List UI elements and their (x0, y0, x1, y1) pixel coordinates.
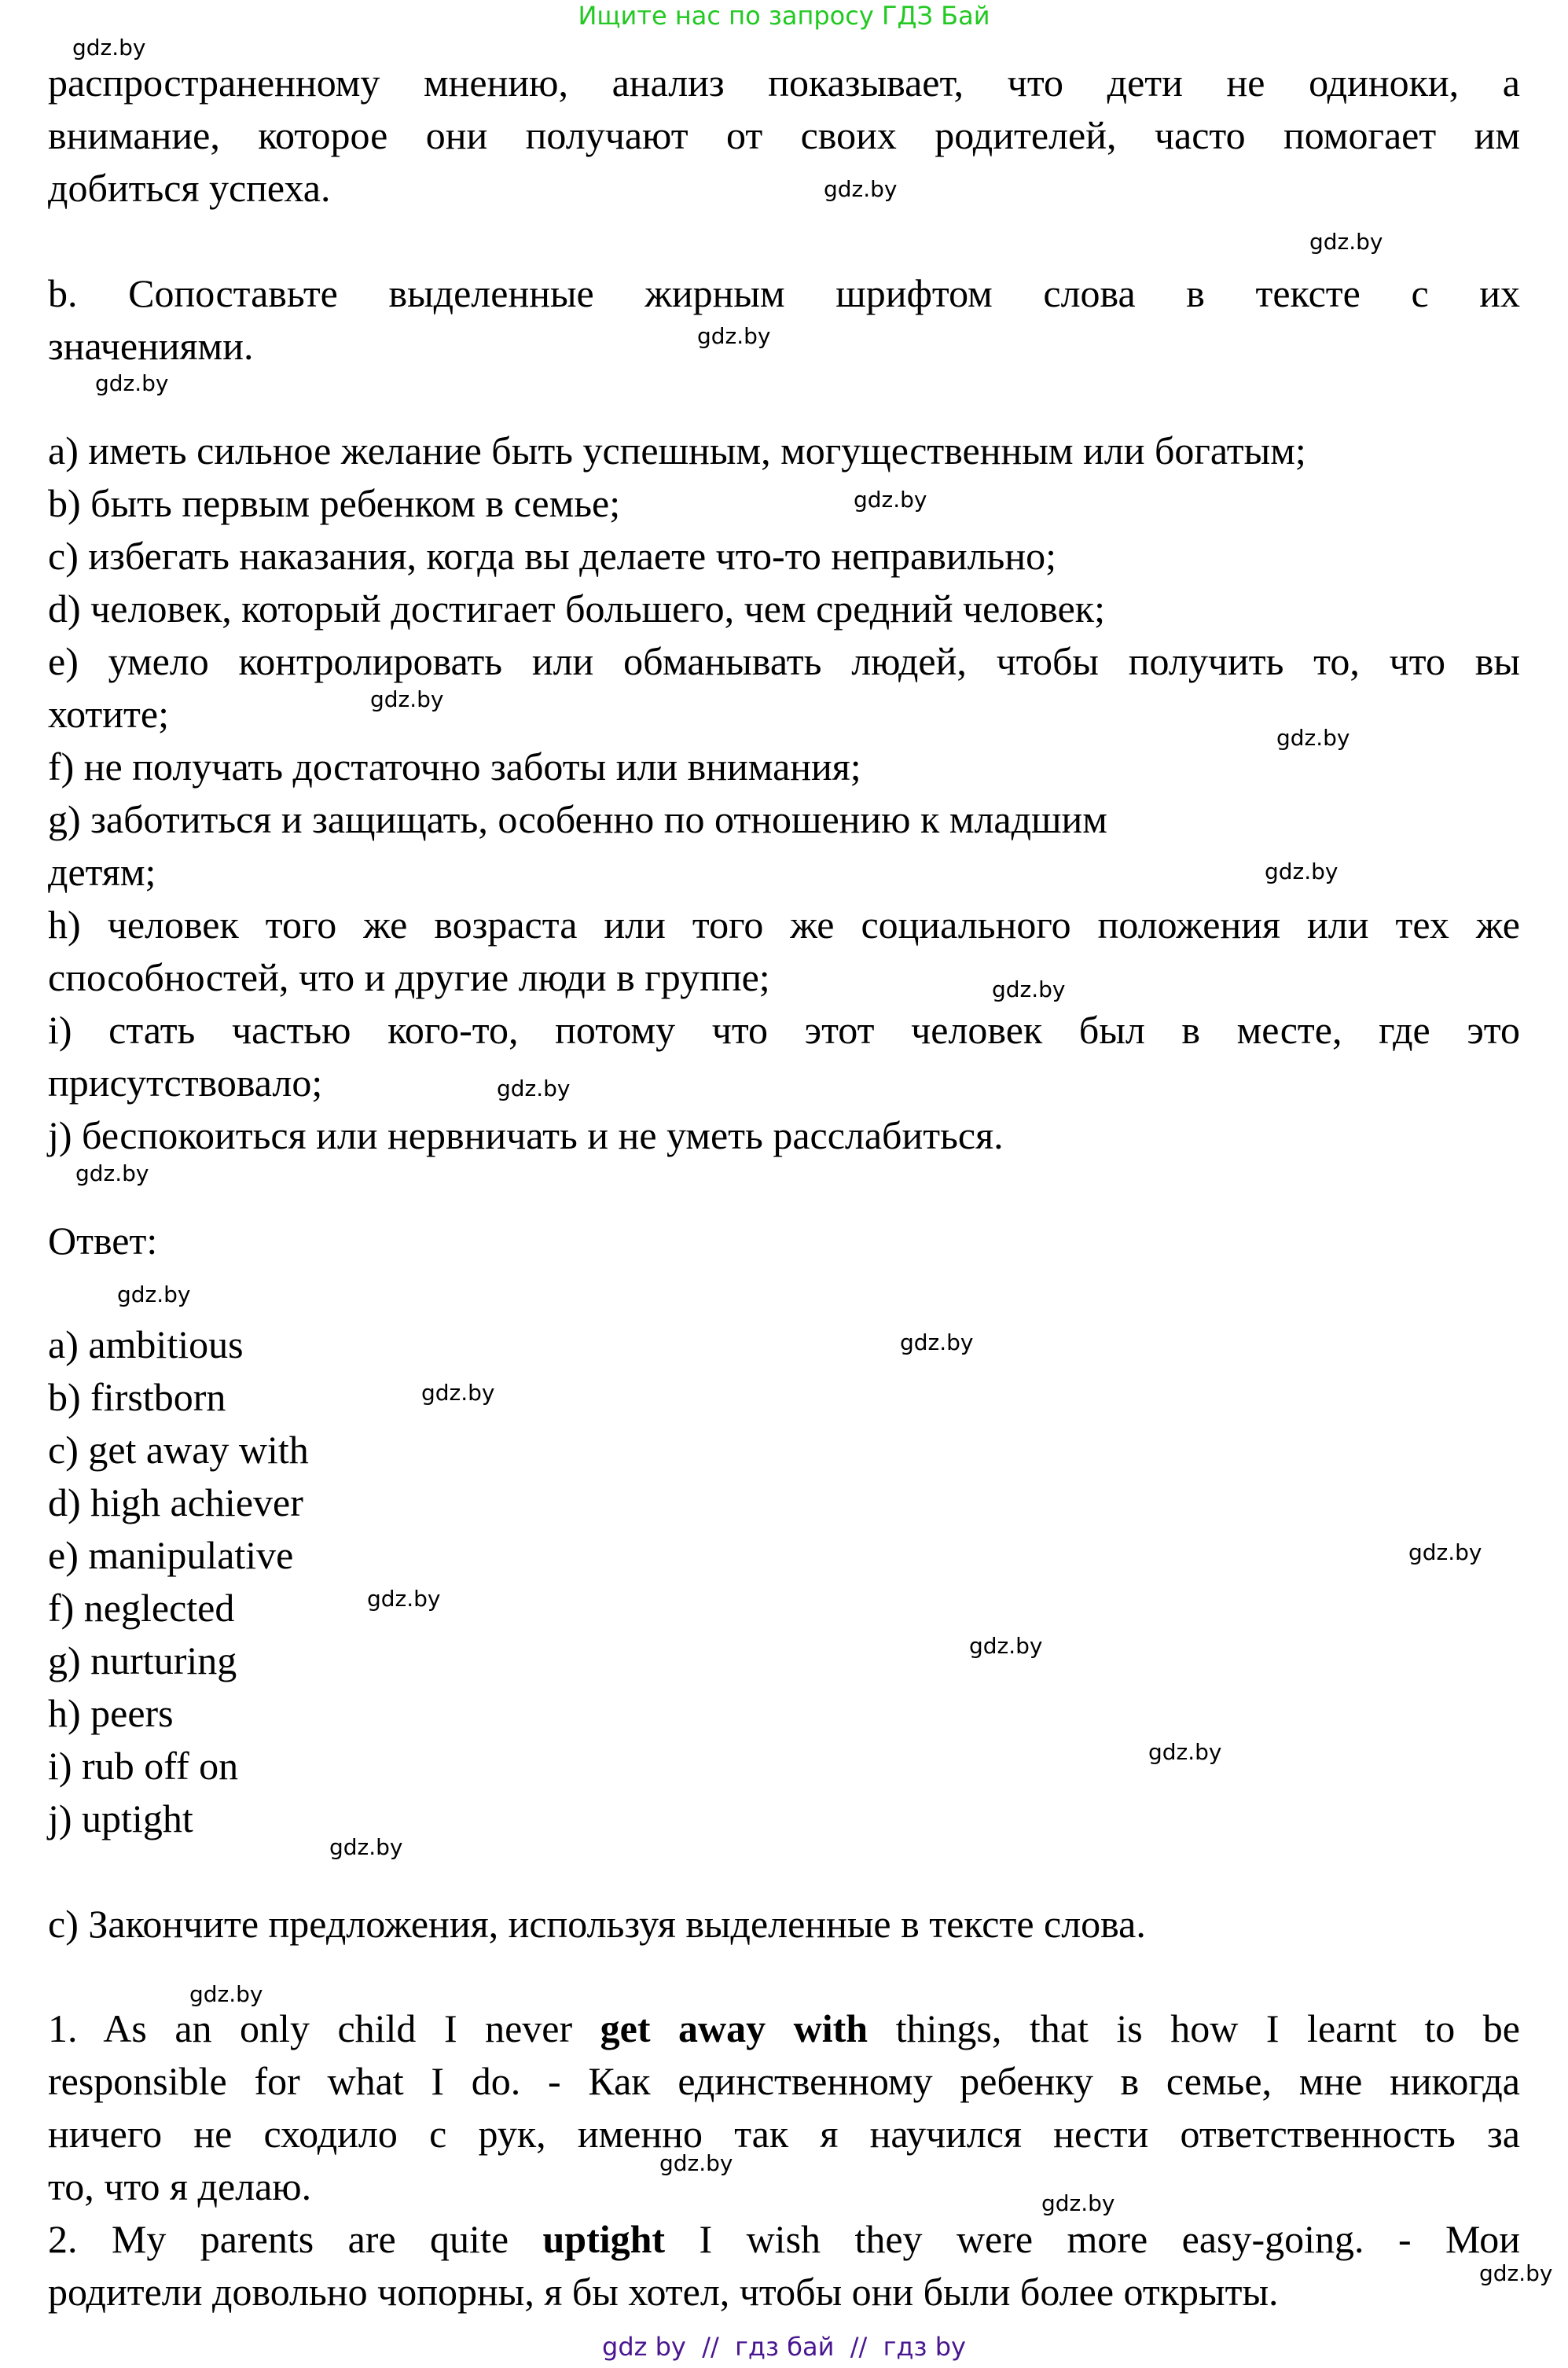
watermark: gdz.by (992, 976, 1066, 1002)
watermark: gdz.by (117, 1281, 191, 1307)
answer-item: c) get away with (48, 1428, 309, 1472)
intro-line: внимание, которое они получают от своих родителей, часто помогает им (48, 113, 1520, 157)
definition-item: g) заботиться и защищать, особенно по отношению к младшим (48, 797, 1107, 841)
intro-line: распространенному мнению, анализ показывает, что дети не одиноки, а (48, 61, 1520, 105)
definition-item: a) иметь сильное желание быть успешным, могущественным или богатым; (48, 428, 1306, 472)
watermark: gdz.by (497, 1076, 571, 1101)
task-c-instruction: c) Закончите предложения, используя выделенные в тексте слова. (48, 1902, 1146, 1946)
watermark: gdz.by (1479, 2260, 1553, 2286)
definition-item: детям; (48, 850, 156, 894)
watermark: gdz.by (854, 487, 927, 513)
watermark: gdz.by (1408, 1539, 1482, 1565)
watermark: gdz.by (72, 35, 146, 61)
definition-item: j) беспокоиться или нервничать и не уметь расслабиться. (48, 1113, 1004, 1157)
sentence-text: 2. My parents are quite (48, 2217, 543, 2261)
watermark: gdz.by (697, 323, 771, 349)
sentence-2-line (48, 2213, 1520, 2265)
sentence-1-line: responsible for what I do. - Как единственному ребенку в семье, мне никогда (48, 2059, 1520, 2103)
sentence-1-line (48, 2002, 1520, 2054)
watermark: gdz.by (1041, 2190, 1115, 2216)
answer-item: e) manipulative (48, 1533, 294, 1577)
definition-item: d) человек, который достигает большего, чем средний человек; (48, 586, 1105, 631)
watermark: gdz.by (189, 1981, 263, 2007)
answer-label: Ответ: (48, 1219, 158, 1263)
intro-line: добиться успеха. (48, 166, 331, 210)
watermark: gdz.by (329, 1834, 403, 1860)
answer-item: h) peers (48, 1691, 174, 1735)
definition-item: присутствовало; (48, 1061, 323, 1105)
definition-item: f) не получать достаточно заботы или внимания; (48, 745, 861, 789)
answer-item: b) firstborn (48, 1375, 226, 1419)
definition-item: способностей, что и другие люди в группе; (48, 955, 770, 999)
definition-item: c) избегать наказания, когда вы делаете что-то неправильно; (48, 534, 1056, 578)
definition-item: i) стать частью кого-то, потому что этот человек был в месте, где это (48, 1008, 1520, 1052)
answer-item: g) nurturing (48, 1638, 237, 1682)
definition-item: e) умело контролировать или обманывать людей, чтобы получить то, что вы (48, 639, 1520, 683)
answer-item: d) high achiever (48, 1480, 303, 1524)
definition-item: b) быть первым ребенком в семье; (48, 481, 621, 525)
search-hint-banner: Ищите нас по запросу ГДЗ Бай (578, 1, 990, 31)
answer-item: j) uptight (48, 1796, 193, 1840)
watermark: gdz.by (421, 1380, 495, 1406)
watermark: gdz.by (95, 370, 169, 396)
watermark: gdz.by (824, 176, 898, 202)
answer-item: i) rub off on (48, 1744, 239, 1788)
sentence-2-line: родители довольно чопорны, я бы хотел, чтобы они были более открыты. (48, 2270, 1279, 2314)
sentence-text: 1. As an only child I never (48, 2006, 600, 2050)
watermark: gdz.by (969, 1633, 1043, 1659)
footer-links: gdz by // гдз бай // гдз by (602, 2332, 966, 2362)
watermark: gdz.by (1276, 725, 1350, 751)
watermark: gdz.by (900, 1329, 974, 1355)
sentence-1-line: то, что я делаю. (48, 2164, 312, 2208)
answer-item: f) neglected (48, 1586, 235, 1630)
watermark: gdz.by (370, 686, 444, 712)
sentence-text: I wish they were more easy-going. - Мои (665, 2217, 1521, 2261)
watermark: gdz.by (1148, 1739, 1222, 1765)
watermark: gdz.by (75, 1160, 149, 1186)
bold-term: uptight (542, 2217, 666, 2261)
definition-item: h) человек того же возраста или того же социального положения или тех же (48, 903, 1520, 947)
sentence-text: things, that is how I learnt to be (868, 2006, 1520, 2050)
sentence-1-line: ничего не сходило с рук, именно так я научился нести ответственность за (48, 2112, 1520, 2156)
watermark: gdz.by (1265, 859, 1338, 884)
task-b-heading: значениями. (48, 324, 254, 368)
watermark: gdz.by (1309, 229, 1383, 255)
bold-term: get away with (600, 2006, 868, 2050)
answer-item: a) ambitious (48, 1322, 244, 1366)
watermark: gdz.by (659, 2150, 733, 2176)
definition-item: хотите; (48, 692, 169, 736)
watermark: gdz.by (367, 1586, 441, 1612)
task-b-heading: b. Сопоставьте выделенные жирным шрифтом слова в тексте с их (48, 271, 1520, 315)
